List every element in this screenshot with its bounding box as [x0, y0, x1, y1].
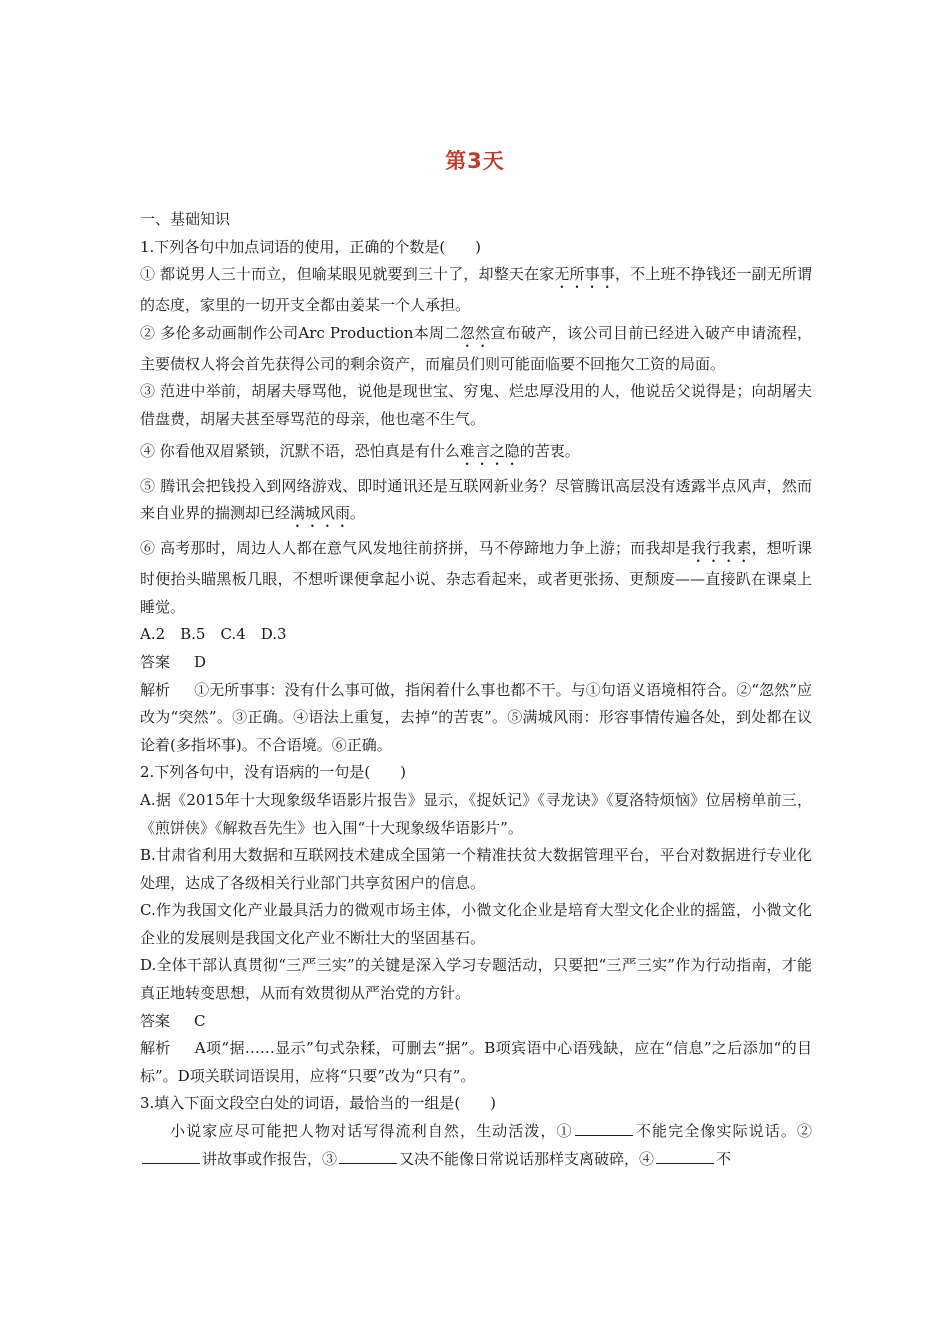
fill-blank-1 [575, 1119, 633, 1136]
question-2-option-b: B.甘肃省利用大数据和互联网技术建成全国第一个精准扶贫大数据管理平台，平台对数据进行专业化处理，达成了各级相关行业部门共享贫困户的信息。 [140, 846, 812, 892]
question-2-analysis: 解析 A项“据……显示”句式杂糅，可删去“据”。B项宾语中心语残缺，应在“信息”之后添加“的目标”。D项关联词语误用，应将“只要”改为“只有”。 [140, 1039, 812, 1085]
question-1-stem: 1.下列各句中加点词语的使用，正确的个数是( ) [140, 237, 482, 256]
fill-blank-4 [656, 1147, 714, 1164]
question-1-sentence-1: ① 都说男人三十而立，但喻某眼见就要到三十了，却整天在家无所事事，不上班不挣钱还一副无所谓的态度，家里的一切开支全都由姜某一个人承担。 [140, 265, 812, 315]
question-2-option-a: A.据《2015年十大现象级华语影片报告》显示，《捉妖记》《寻龙诀》《夏洛特烦恼》位居榜单前三，《煎饼侠》《解救吾先生》也入围“十大现象级华语影片”。 [140, 790, 812, 837]
dotted-phrase: 忽然 [459, 323, 491, 342]
question-2-answer: 答案 C [140, 1011, 206, 1030]
fill-blank-3 [339, 1147, 397, 1164]
question-2-option-d: D.全体干部认真贯彻“三严三实”的关键是深入学习专题活动，只要把“三严三实”作为行动指南，才能真正地转变思想，从而有效贯彻从严治党的方针。 [140, 956, 812, 1003]
dotted-phrase: 我行我素 [690, 539, 752, 558]
question-3-stem: 3.填入下面文段空白处的词语，最恰当的一组是( ) [140, 1094, 497, 1113]
question-1-sentence-2: ② 多伦多动画制作公司Arc Production本周二忽然宣布破产，该公司目前已经进入破产申请流程，主要债权人将会首先获得公司的剩余资产，而雇员们则可能面临要不回拖欠工资的局面。 [140, 323, 812, 373]
question-1-sentence-4: ④ 你看他双眉紧锁，沉默不语，恐怕真是有什么难言之隐的苦衷。 [140, 441, 580, 460]
section-heading: 一、基础知识 [140, 210, 231, 228]
question-2-stem: 2.下列各句中，没有语病的一句是( ) [140, 763, 407, 782]
dotted-phrase: 满城风雨 [290, 504, 351, 523]
question-1-sentence-3: ③ 范进中举前，胡屠夫辱骂他，说他是现世宝、穷鬼、烂忠厚没用的人，他说岳父说得是；向胡屠夫借盘费，胡屠夫甚至辱骂范的母亲，他也毫不生气。 [140, 382, 812, 428]
question-1-analysis: 解析 ①无所事事：没有什么事可做，指闲着什么事也都不干。与①句语义语境相符合。②“忽然”应改为“突然”。③正确。④语法上重复，去掉“的苦衷”。⑤满城风雨：形容事情传遍各处，到处都在议论着(多指坏事)。不合语境。⑥正确。 [140, 680, 812, 754]
question-1-sentence-6: ⑥ 高考那时，周边人人都在意气风发地往前挤拼，马不停蹄地力争上游；而我却是我行我素，想听课时便抬头瞄黑板几眼，不想听课便拿起小说、杂志看起来，或者更张扬、更颓废——直接趴在课桌上睡觉。 [140, 539, 812, 616]
question-2-option-c: C.作为我国文化产业最具活力的微观市场主体，小微文化企业是培育大型文化企业的摇篮，小微文化企业的发展则是我国文化产业不断壮大的坚固基石。 [140, 901, 812, 947]
question-3-passage: 小说家应尽可能把人物对话写得流利自然，生动活泼，① 不能完全像实际说话。②讲故事或作报告，③ 又决不能像日常说话那样支离破碎，④ 不 [140, 1118, 812, 1173]
page-title: 第3天 [445, 149, 505, 173]
dotted-phrase: 难言之隐 [459, 441, 520, 460]
dotted-phrase: 无所事事 [554, 265, 616, 284]
question-1-options: A.2 B.5 C.4 D.3 [140, 625, 287, 644]
fill-blank-2 [142, 1147, 200, 1164]
document-body [140, 206, 812, 1173]
question-1-answer: 答案 D [140, 652, 207, 671]
question-1-sentence-5: ⑤ 腾讯会把钱投入到网络游戏、即时通讯还是互联网新业务？尽管腾讯高层没有透露半点风声，然而来自业界的揣测却已经满城风雨。 [140, 476, 812, 523]
